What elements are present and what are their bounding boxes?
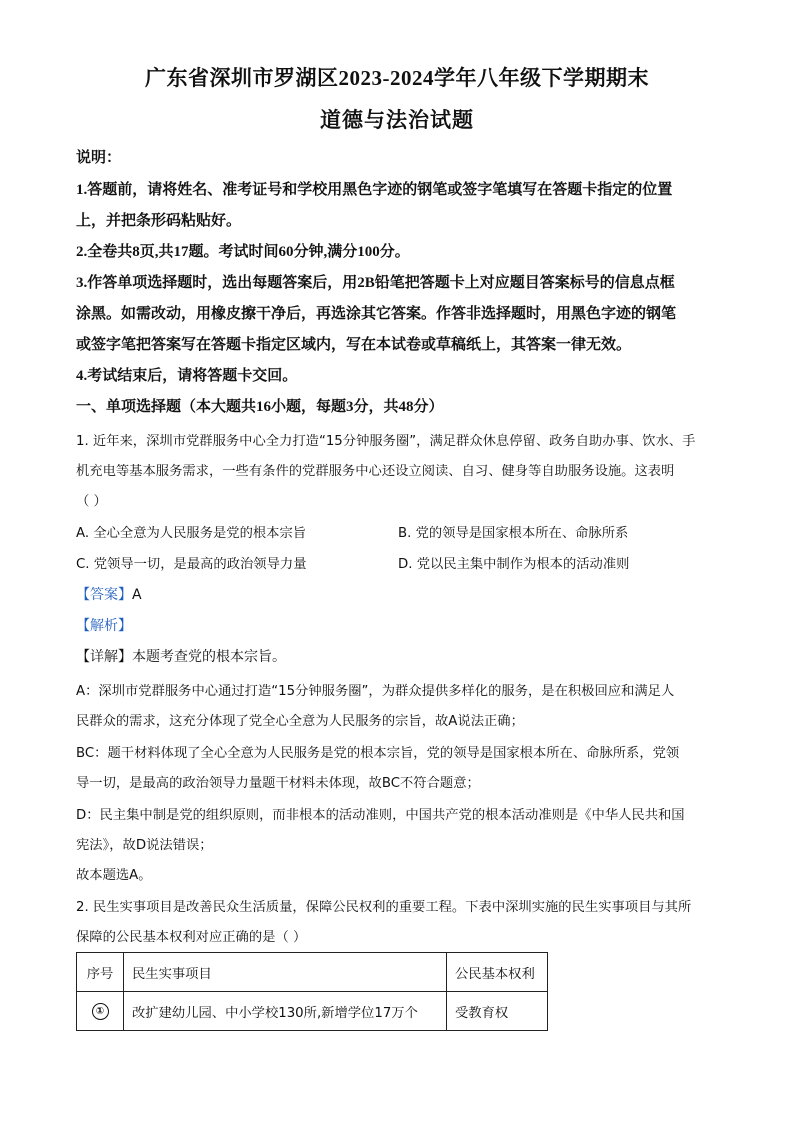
instruction-line: 涂黑。如需改动，用橡皮擦干净后，再选涂其它答案。作答非选择题时，用黑色字迹的钢笔 — [76, 306, 677, 322]
option-d: D. 党以民主集中制作为根本的活动准则 — [398, 557, 630, 572]
option-a: A. 全心全意为人民服务是党的根本宗旨 — [76, 526, 307, 541]
explanation-line: 导一切，是最高的政治领导力量题干材料未体现，故BC不符合题意； — [76, 776, 480, 791]
explanation-line: BC：题干材料体现了全心全意为人民服务是党的根本宗旨，党的领导是国家根本所在、命脉所系，党领 — [76, 746, 680, 761]
row-number: ① — [92, 1003, 109, 1020]
detail-line — [76, 646, 286, 666]
section-heading: 一、单项选择题（本大题共16小题，每题3分，共48分） — [76, 399, 444, 415]
question-stem: 1. 近年来，深圳市党群服务中心全力打造“15分钟服务圈”，满足群众休息停留、政务自助办事、饮水、手 — [76, 434, 696, 449]
question-stem: 保障的公民基本权利对应正确的是（ ） — [76, 930, 307, 945]
table-cell: 改扩建幼儿园、中小学校130所,新增学位17万个 — [124, 992, 447, 1031]
detail-tag: 【详解】 — [76, 649, 132, 665]
question-stem: 2. 民生实事项目是改善民众生活质量，保障公民权利的重要工程。下表中深圳实施的民生实事项目与其所 — [76, 900, 692, 915]
instruction-line: 2.全卷共8页,共17题。考试时间60分钟,满分100分。 — [76, 244, 410, 260]
exam-title: 广东省深圳市罗湖区2023-2024学年八年级下学期期末 — [145, 66, 649, 90]
question-stem: 机充电等基本服务需求，一些有条件的党群服务中心还设立阅读、自习、健身等自助服务设施。这表明 — [76, 464, 675, 479]
instruction-line: 4.考试结束后，请将答题卡交回。 — [76, 368, 298, 384]
table-header-cell: 序号 — [77, 953, 124, 992]
instruction-line: 3.作答单项选择题时，选出每题答案后，用2B铅笔把答题卡上对应题目答案标号的信息点框 — [76, 275, 675, 291]
table-header-cell: 民生实事项目 — [124, 953, 447, 992]
answer-line — [76, 584, 142, 604]
instructions-heading: 说明： — [76, 150, 122, 166]
option-b: B. 党的领导是国家根本所在、命脉所系 — [398, 526, 629, 541]
explanation-line: 民群众的需求，这充分体现了党全心全意为人民服务的宗旨，故A说法正确； — [76, 714, 524, 729]
detail-intro: 本题考查党的根本宗旨。 — [132, 649, 286, 665]
exam-subtitle: 道德与法治试题 — [320, 108, 474, 132]
instruction-line: 上，并把条形码粘贴好。 — [76, 213, 242, 229]
table-header-row — [77, 953, 548, 992]
table-cell — [77, 992, 124, 1031]
explanation-line: A：深圳市党群服务中心通过打造“15分钟服务圈”，为群众提供多样化的服务，是在积极回应和满足人 — [76, 684, 675, 699]
table-row — [77, 992, 548, 1031]
answer-value: A — [132, 587, 142, 603]
analysis-tag: 【解析】 — [76, 618, 132, 634]
table-cell: 受教育权 — [447, 992, 548, 1031]
table-header-cell: 公民基本权利 — [447, 953, 548, 992]
analysis-line — [76, 615, 132, 635]
explanation-line: 宪法》，故D说法错误； — [76, 838, 213, 853]
option-c: C. 党领导一切，是最高的政治领导力量 — [76, 557, 307, 572]
answer-tag: 【答案】 — [76, 587, 132, 603]
instruction-line: 或签字笔把答案写在答题卡指定区域内，写在本试卷或草稿纸上，其答案一律无效。 — [76, 337, 632, 353]
explanation-line: D：民主集中制是党的组织原则，而非根本的活动准则，中国共产党的根本活动准则是《中华人民共和国 — [76, 808, 685, 823]
instruction-line: 1.答题前，请将姓名、准考证号和学校用黑色字迹的钢笔或签字笔填写在答题卡指定的位置 — [76, 182, 673, 198]
question-stem: （ ） — [76, 494, 107, 509]
explanation-line: 故本题选A。 — [76, 868, 152, 883]
rights-table — [76, 952, 548, 1031]
